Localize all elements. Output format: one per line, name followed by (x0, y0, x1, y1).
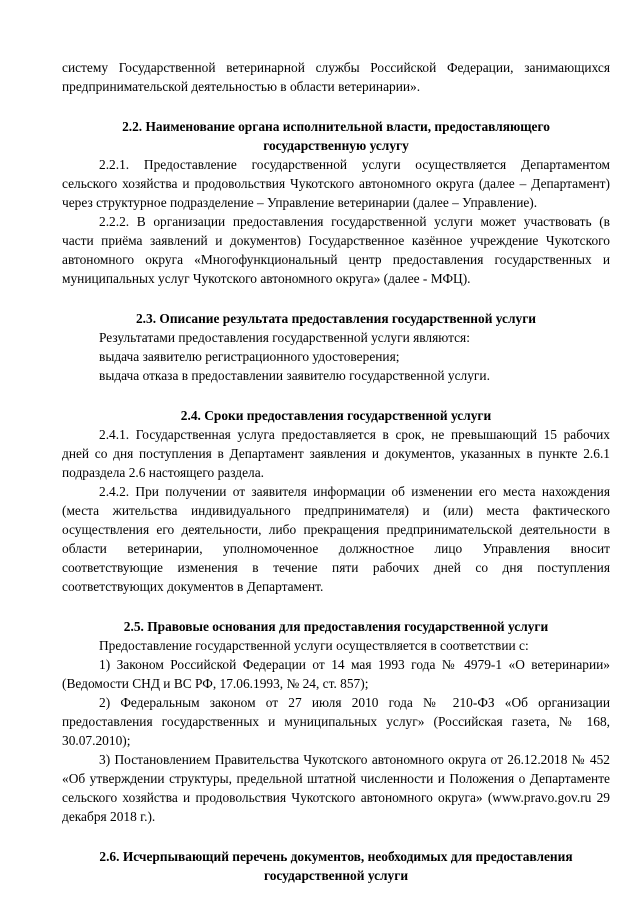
section-2-4-heading: 2.4. Сроки предоставления государственной услуги (180, 408, 492, 423)
section-2-5-heading: 2.5. Правовые основания для предоставления государственной услуги (123, 619, 549, 634)
spacer (62, 385, 610, 406)
paragraph-2-4-1: 2.4.1. Государственная услуга предоставляется в срок, не превышающий 15 рабочих дней со дня поступления в Департамент заявления и документов, указанных в пункте 2.6.1 подраздела 2.6 настоящего раздела. (62, 427, 610, 480)
paragraph-2-5-1: Предоставление государственной услуги осуществляется в соответствии с: (99, 638, 529, 653)
spacer (62, 288, 610, 309)
spacer (62, 596, 610, 617)
paragraph-2-4-2: 2.4.2. При получении от заявителя информации об изменении его места нахождения (места жительства индивидуального предпринимателя) и (или) места фактического осуществления его деятельности, либо прекращения предпринимательской деятельности в области ветеринарии, уполномоченное должностное лицо Управления вносит соответствующие изменения в течение пяти рабочих дней со дня поступления соответствующих документов в Департамент. (62, 484, 610, 594)
paragraph-2-3-2: выдача заявителю регистрационного удостоверения; (99, 349, 400, 364)
spacer (62, 826, 610, 847)
section-2-6-heading: 2.6. Исчерпывающий перечень документов, необходимых для предоставления государственной услуги (99, 849, 573, 883)
paragraph-2-3-1: Результатами предоставления государственной услуги являются: (99, 330, 470, 345)
paragraph-2-5-3: 2) Федеральным законом от 27 июля 2010 года № 210-ФЗ «Об организации предоставления государственных и муниципальных услуг» (Российская газета, № 168, 30.07.2010); (62, 695, 610, 748)
paragraph-2-5-4: 3) Постановлением Правительства Чукотского автономного округа от 26.12.2018 № 452 «Об утверждении структуры, предельной штатной численности и Положения о Департаменте сельского хозяйства и продовольствия Чукотского автономного округа» (www.pravo.gov.ru 29 декабря 2018 г.). (62, 752, 610, 824)
section-2-2-heading: 2.2. Наименование органа исполнительной власти, предоставляющего государственную услугу (122, 119, 550, 153)
section-2-3-heading: 2.3. Описание результата предоставления государственной услуги (135, 311, 537, 326)
paragraph-2-5-2: 1) Законом Российской Федерации от 14 мая 1993 года № 4979-1 «О ветеринарии» (Ведомости СНД и ВС РФ, 17.06.1993, № 24, ст. 857); (62, 657, 610, 691)
paragraph-2-2-1: 2.2.1. Предоставление государственной услуги осуществляется Департаментом сельского хозяйства и продовольствия Чукотского автономного округа (далее – Департамент) через структурное подразделение – Управление ветеринарии (далее – Управление). (62, 157, 610, 210)
spacer (62, 96, 610, 117)
intro-paragraph: систему Государственной ветеринарной службы Российской Федерации, занимающихся предпринимательской деятельностью в области ветеринарии». (62, 60, 610, 94)
paragraph-2-3-3: выдача отказа в предоставлении заявителю государственной услуги. (99, 368, 490, 383)
paragraph-2-2-2: 2.2.2. В организации предоставления государственной услуги может участвовать (в части приёма заявлений и документов) Государственное казённое учреждение Чукотского автономного округа «Многофункциональный центр предоставления государственных и муниципальных услуг Чукотского автономного округа» (далее - МФЦ). (62, 214, 610, 286)
